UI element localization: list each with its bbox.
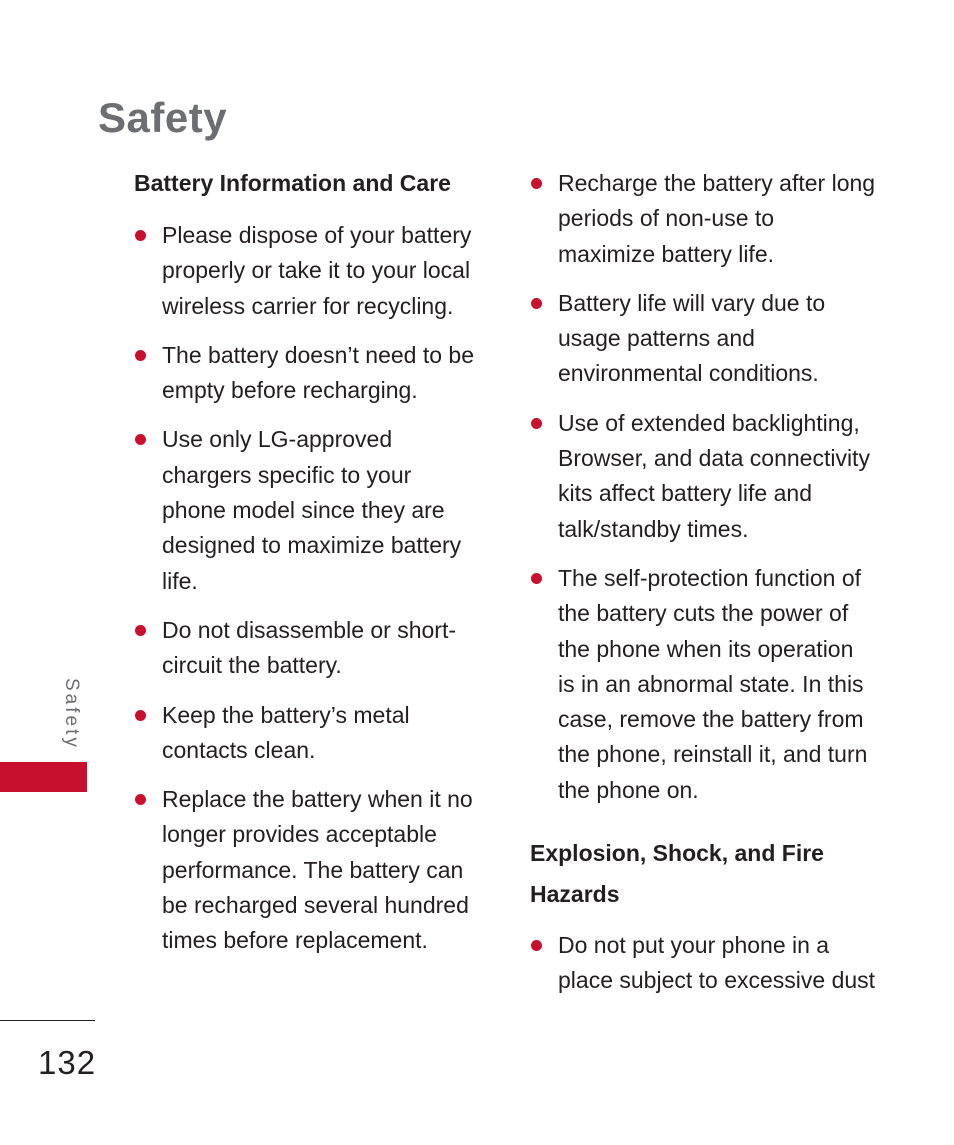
hazards-list — [530, 928, 876, 999]
battery-care-list-continued — [530, 166, 876, 808]
list-item — [134, 338, 480, 409]
list-item — [530, 286, 876, 392]
right-column — [530, 166, 876, 1013]
list-item — [530, 406, 876, 547]
bullet-dot-icon — [135, 350, 146, 361]
list-item-text: Use of extended backlighting, Browser, and data connectivity kits affect battery life and talk/standby times. — [558, 409, 870, 542]
list-item-text: Do not disassemble or short-circuit the battery. — [162, 616, 457, 679]
list-item-text: Use only LG-approved chargers specific to your phone model since they are designed to maximize battery life. — [162, 426, 462, 594]
list-item-text: Replace the battery when it no longer provides acceptable performance. The battery can be recharged several hundred times before replacement. — [162, 786, 473, 954]
list-item-text: Keep the battery’s metal contacts clean. — [162, 701, 410, 763]
list-item — [530, 166, 876, 272]
list-item-text: Do not put your phone in a place subject to excessive dust — [558, 932, 876, 994]
list-item — [134, 422, 480, 598]
list-item — [134, 698, 480, 769]
side-tab-bar — [0, 762, 87, 792]
list-item — [530, 928, 876, 999]
list-item-text: Recharge the battery after long periods of non-use to maximize battery life. — [558, 170, 876, 267]
footer-divider — [0, 1020, 95, 1021]
left-column — [134, 166, 480, 973]
bullet-dot-icon — [135, 794, 146, 805]
section-heading-battery-care: Battery Information and Care — [134, 170, 451, 196]
list-item-text: The battery doesn’t need to be empty before recharging. — [162, 341, 474, 404]
list-item-text: The self-protection function of the battery cuts the power of the phone when its operation is in an abnormal state. In this case, remove the battery from the phone, reinstall it, and turn the phone on. — [558, 564, 868, 803]
list-item-text: Please dispose of your battery properly or take it to your local wireless carrier for recycling. — [162, 222, 472, 319]
side-tab-label: Safety — [61, 678, 82, 750]
page-title: Safety — [98, 94, 228, 142]
bullet-dot-icon — [531, 573, 542, 584]
list-item — [134, 782, 480, 958]
bullet-dot-icon — [531, 418, 542, 429]
bullet-dot-icon — [135, 434, 146, 445]
bullet-dot-icon — [135, 230, 146, 241]
list-item — [530, 561, 876, 808]
bullet-dot-icon — [531, 178, 542, 189]
bullet-dot-icon — [531, 940, 542, 951]
battery-care-list — [134, 218, 480, 959]
page-number: 132 — [38, 1044, 97, 1081]
list-item — [134, 218, 480, 324]
section-heading-hazards: Explosion, Shock, and Fire Hazards — [530, 840, 824, 908]
bullet-dot-icon — [531, 298, 542, 309]
list-item-text: Battery life will vary due to usage patterns and environmental conditions. — [558, 289, 826, 387]
bullet-dot-icon — [135, 710, 146, 721]
bullet-dot-icon — [135, 625, 146, 636]
list-item — [134, 613, 480, 684]
